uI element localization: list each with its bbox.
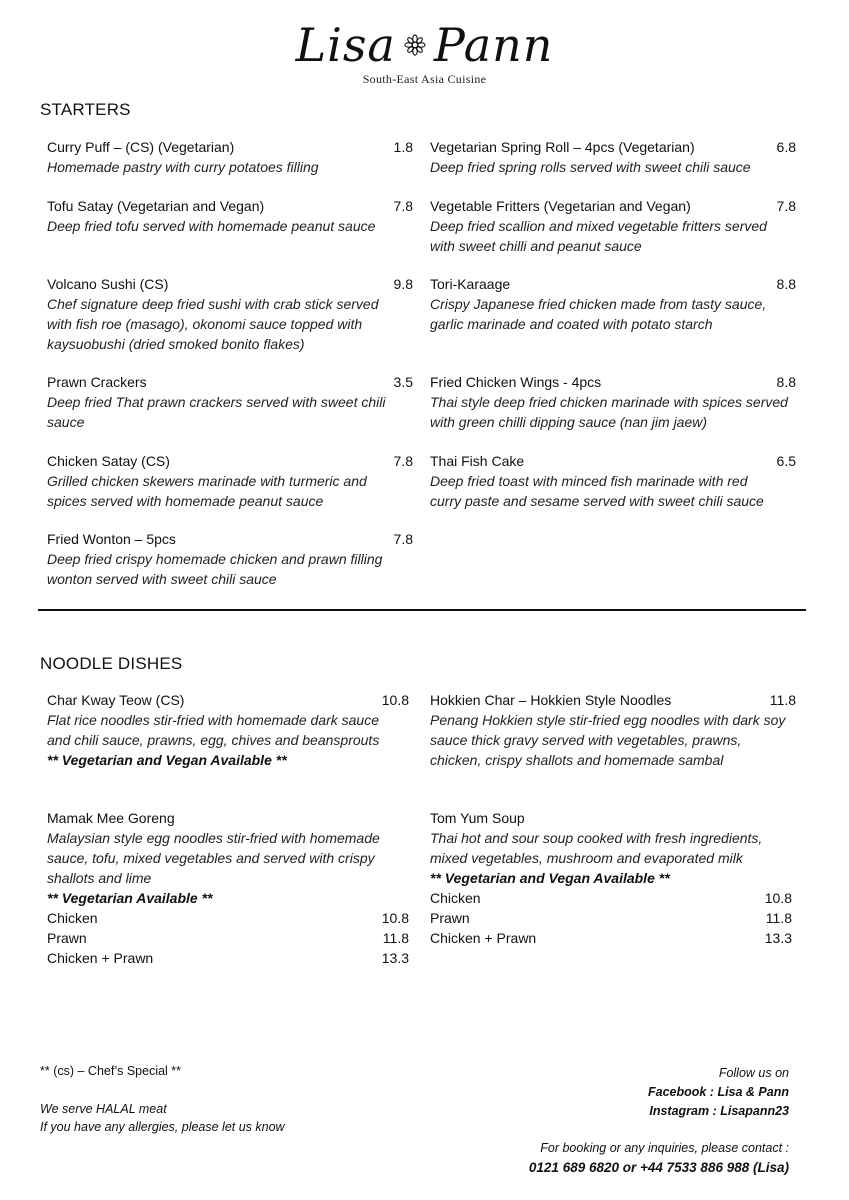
- item-name: Char Kway Teow (CS): [47, 692, 185, 708]
- option-row: [47, 928, 409, 948]
- option-price: 10.8: [381, 910, 409, 926]
- item-description: curry paste and sesame served with sweet chili sauce: [430, 493, 764, 509]
- item-description: Deep fried That prawn crackers served with sweet chili: [47, 394, 386, 410]
- item-name: Chicken Satay (CS): [47, 453, 170, 469]
- section-title-noodles: NOODLE DISHES: [40, 654, 183, 673]
- item-description: Penang Hokkien style stir-fried egg noodles with dark soy: [430, 712, 786, 728]
- item-price: 8.8: [776, 276, 796, 292]
- item-name: Vegetarian Spring Roll – 4pcs (Vegetarian): [430, 139, 695, 155]
- item-name: Fried Wonton – 5pcs: [47, 531, 176, 547]
- item-description: Malaysian style egg noodles stir-fried with homemade: [47, 830, 380, 846]
- item-description: wonton served with sweet chili sauce: [47, 571, 277, 587]
- item-price: 8.8: [776, 374, 796, 390]
- item-price: 6.8: [776, 139, 796, 155]
- item-description: Thai style deep fried chicken marinade with spices served: [430, 394, 788, 410]
- option-label: Prawn: [47, 930, 87, 946]
- item-name: Tom Yum Soup: [430, 810, 525, 826]
- item-description: with green chilli dipping sauce (nan jim jaew): [430, 414, 708, 430]
- item-description: Deep fried scallion and mixed vegetable fritters served: [430, 218, 767, 234]
- option-price: 13.3: [381, 950, 409, 966]
- menu-item: [430, 808, 792, 948]
- dietary-note: ** Vegetarian and Vegan Available **: [47, 752, 287, 768]
- contact-phone[interactable]: 0121 689 6820 or +44 7533 886 988 (Lisa): [528, 1160, 789, 1175]
- logo-tagline: South-East Asia Cuisine: [362, 72, 487, 86]
- item-description: chicken, crispy shallots and homemade sambal: [430, 752, 724, 768]
- flower-icon: [404, 34, 426, 56]
- chef-special-legend: ** (cs) – Chef’s Special **: [40, 1064, 182, 1078]
- option-price: 10.8: [764, 890, 792, 906]
- item-description: Crispy Japanese fried chicken made from tasty sauce,: [430, 296, 767, 312]
- menu-item: [430, 137, 796, 177]
- footer-contact: [529, 1064, 789, 1177]
- item-price: 9.8: [393, 276, 413, 292]
- booking-label: For booking or any inquiries, please contact :: [540, 1141, 789, 1155]
- dietary-note: ** Vegetarian and Vegan Available **: [430, 870, 670, 886]
- item-description: Thai hot and sour soup cooked with fresh ingredients,: [430, 830, 763, 846]
- menu-item: [47, 690, 409, 770]
- item-description: kaysuobushi (dried smoked bonito flakes): [47, 336, 305, 352]
- item-name: Volcano Sushi (CS): [47, 276, 169, 292]
- item-price: 1.8: [393, 139, 413, 155]
- item-price: 10.8: [381, 692, 409, 708]
- item-description: shallots and lime: [47, 870, 152, 886]
- item-price: 6.5: [776, 453, 796, 469]
- menu-item: [47, 196, 413, 236]
- item-price: 7.8: [393, 531, 413, 547]
- item-description: and chili sauce, prawns, egg, chives and beansprouts: [47, 732, 380, 748]
- follow-us-label: Follow us on: [718, 1066, 789, 1080]
- item-description: mixed vegetables, mushroom and evaporated milk: [430, 850, 743, 866]
- option-row: [430, 928, 792, 948]
- menu-item: [47, 451, 413, 511]
- menu-item: [47, 137, 413, 177]
- item-price: 7.8: [393, 453, 413, 469]
- logo-name-left: Lisa: [295, 18, 396, 72]
- menu-item: [47, 372, 413, 432]
- section-divider: [38, 609, 806, 611]
- option-row: [430, 908, 792, 928]
- item-name: Thai Fish Cake: [430, 453, 525, 469]
- item-name: Curry Puff – (CS) (Vegetarian): [47, 139, 235, 155]
- option-price: 11.8: [382, 930, 409, 946]
- item-price: 7.8: [393, 198, 413, 214]
- option-label: Chicken + Prawn: [47, 950, 154, 966]
- item-description: Deep fried spring rolls served with sweet chili sauce: [430, 159, 751, 175]
- item-name: Fried Chicken Wings - 4pcs: [430, 374, 602, 390]
- option-label: Chicken: [47, 910, 98, 926]
- item-description: sauce, tofu, mixed vegetables and served with crispy: [47, 850, 375, 866]
- restaurant-logo: [0, 20, 849, 87]
- logo-name-right: Pann: [433, 18, 554, 72]
- item-description: Chef signature deep fried sushi with crab stick served: [47, 296, 379, 312]
- option-row: [47, 948, 409, 968]
- item-description: with sweet chilli and peanut sauce: [430, 238, 642, 254]
- item-name: Tori-Karaage: [430, 276, 511, 292]
- allergy-note: If you have any allergies, please let us know: [40, 1120, 285, 1134]
- item-name: Mamak Mee Goreng: [47, 810, 175, 826]
- item-name: Vegetable Fritters (Vegetarian and Vegan): [430, 198, 691, 214]
- menu-item: [430, 274, 796, 334]
- option-price: 11.8: [765, 910, 792, 926]
- menu-item: [47, 808, 409, 968]
- option-label: Chicken + Prawn: [430, 930, 537, 946]
- option-price: 13.3: [764, 930, 792, 946]
- item-description: garlic marinade and coated with potato starch: [430, 316, 713, 332]
- option-row: [430, 888, 792, 908]
- item-description: Flat rice noodles stir-fried with homemade dark sauce: [47, 712, 380, 728]
- menu-item: [430, 690, 796, 770]
- item-description: sauce thick gravy served with vegetables, prawns,: [430, 732, 742, 748]
- item-name: Prawn Crackers: [47, 374, 147, 390]
- item-description: Deep fried toast with minced fish marinade with red: [430, 473, 748, 489]
- item-price: 3.5: [393, 374, 413, 390]
- menu-item: [47, 274, 413, 354]
- footer-notes: [40, 1062, 285, 1136]
- item-description: Grilled chicken skewers marinade with turmeric and: [47, 473, 367, 489]
- menu-item: [430, 451, 796, 511]
- halal-note: We serve HALAL meat: [40, 1102, 167, 1116]
- item-name: Hokkien Char – Hokkien Style Noodles: [430, 692, 672, 708]
- instagram-link[interactable]: Instagram : Lisapann23: [649, 1104, 789, 1118]
- item-description: Homemade pastry with curry potatoes filling: [47, 159, 319, 175]
- option-label: Chicken: [430, 890, 481, 906]
- dietary-note: ** Vegetarian Available **: [47, 890, 213, 906]
- item-name: Tofu Satay (Vegetarian and Vegan): [47, 198, 265, 214]
- item-description: Deep fried tofu served with homemade peanut sauce: [47, 218, 376, 234]
- item-description: Deep fried crispy homemade chicken and prawn filling: [47, 551, 383, 567]
- menu-item: [430, 196, 796, 256]
- item-description: with fish roe (masago), okonomi sauce topped with: [47, 316, 363, 332]
- item-price: 11.8: [769, 692, 796, 708]
- item-description: sauce: [47, 414, 85, 430]
- option-label: Prawn: [430, 910, 470, 926]
- menu-item: [47, 529, 413, 589]
- facebook-link[interactable]: Facebook : Lisa & Pann: [647, 1085, 789, 1099]
- option-row: [47, 908, 409, 928]
- item-description: spices served with homemade peanut sauce: [47, 493, 324, 509]
- item-price: 7.8: [776, 198, 796, 214]
- section-title-starters: STARTERS: [40, 100, 131, 119]
- logo-wordmark: [296, 20, 554, 70]
- menu-item: [430, 372, 796, 432]
